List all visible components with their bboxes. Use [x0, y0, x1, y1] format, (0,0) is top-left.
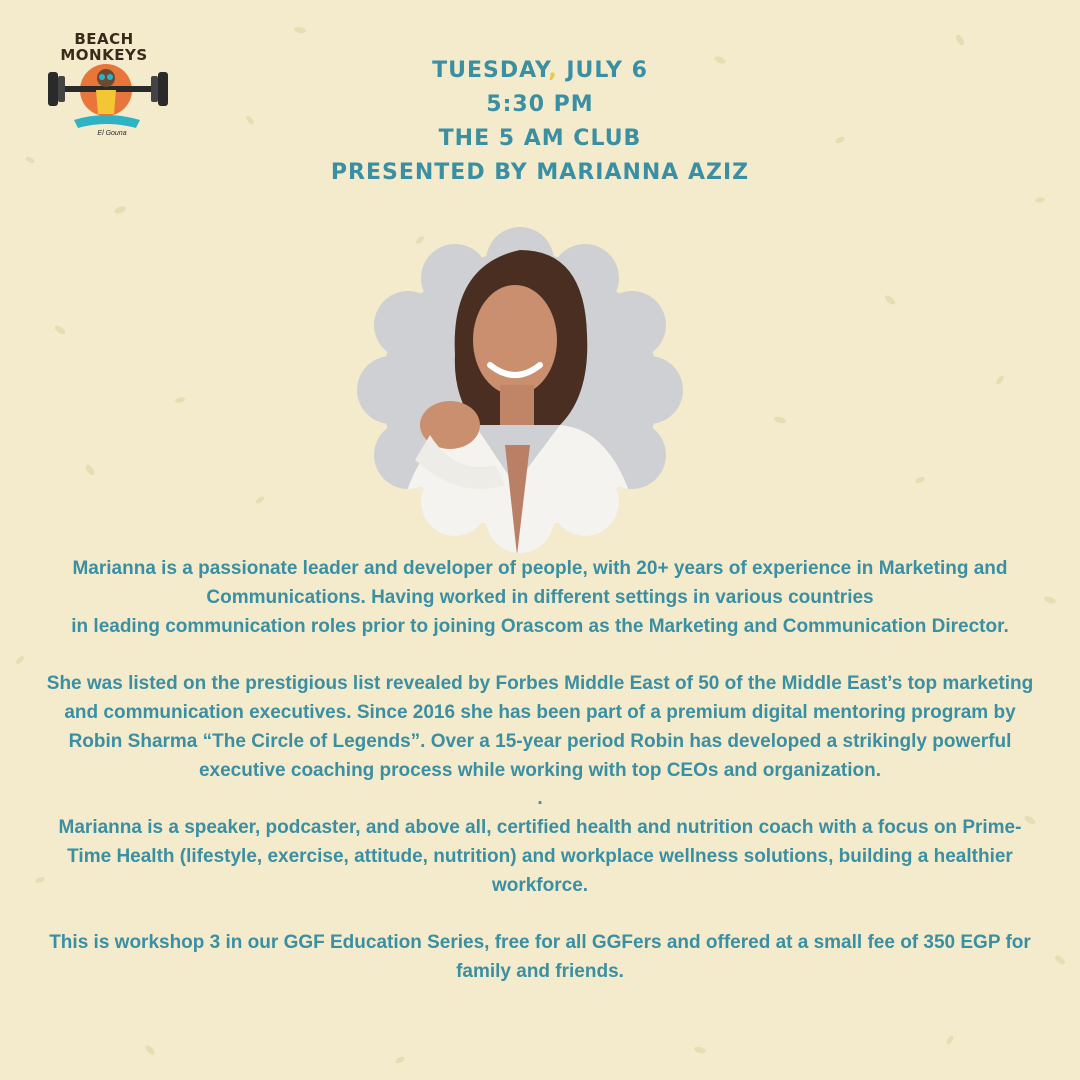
- bio-paragraph-4: This is workshop 3 in our GGF Education Series, free for all GGFers and offered at a small fee of 350 EGP for family and friends.: [49, 932, 1031, 983]
- event-date-rest: JULY 6: [557, 58, 648, 83]
- logo-text-line1: BEACH: [74, 30, 134, 48]
- event-header: [0, 54, 1080, 190]
- logo-tagline: El Gouna: [97, 130, 127, 137]
- bio-p1-line2: in leading communication roles prior to joining Orascom as the Marketing and Communication Director.: [71, 615, 1009, 637]
- bio-paragraph-2: She was listed on the prestigious list revealed by Forbes Middle East of 50 of the Middle East’s top marketing and communication executives. Since 2016 she has been part of a premium digital mentoring program by Robin Sharma “The Circle of Legends”. Over a 15-year period Robin has developed a strikingly powerful executive coaching process while working with top CEOs and organization.: [46, 673, 1034, 781]
- speaker-bio: [40, 555, 1040, 987]
- event-day: TUESDAY: [432, 58, 549, 83]
- bio-paragraph-1: [40, 555, 1040, 641]
- bio-paragraph-3: Marianna is a speaker, podcaster, and above all, certified health and nutrition coach with a focus on Prime-Time Health (lifestyle, exercise, attitude, nutrition) and workplace wellness solutions, building a healthier workforce.: [58, 817, 1022, 896]
- bio-separator-dot: .: [537, 788, 543, 810]
- logo-text-line2: MONKEYS: [60, 46, 148, 64]
- speaker-photo: [355, 225, 685, 555]
- event-date: [0, 54, 1080, 88]
- speaker-portrait: [355, 225, 685, 555]
- event-title: THE 5 AM CLUB: [438, 126, 642, 151]
- event-time: 5:30 PM: [486, 92, 594, 117]
- event-presenter: PRESENTED BY MARIANNA AZIZ: [330, 160, 750, 185]
- date-comma: ,: [548, 58, 558, 83]
- bio-p1-line1: Marianna is a passionate leader and developer of people, with 20+ years of experience in Marketing and Communications. Having worked in different settings in various countries: [72, 558, 1008, 608]
